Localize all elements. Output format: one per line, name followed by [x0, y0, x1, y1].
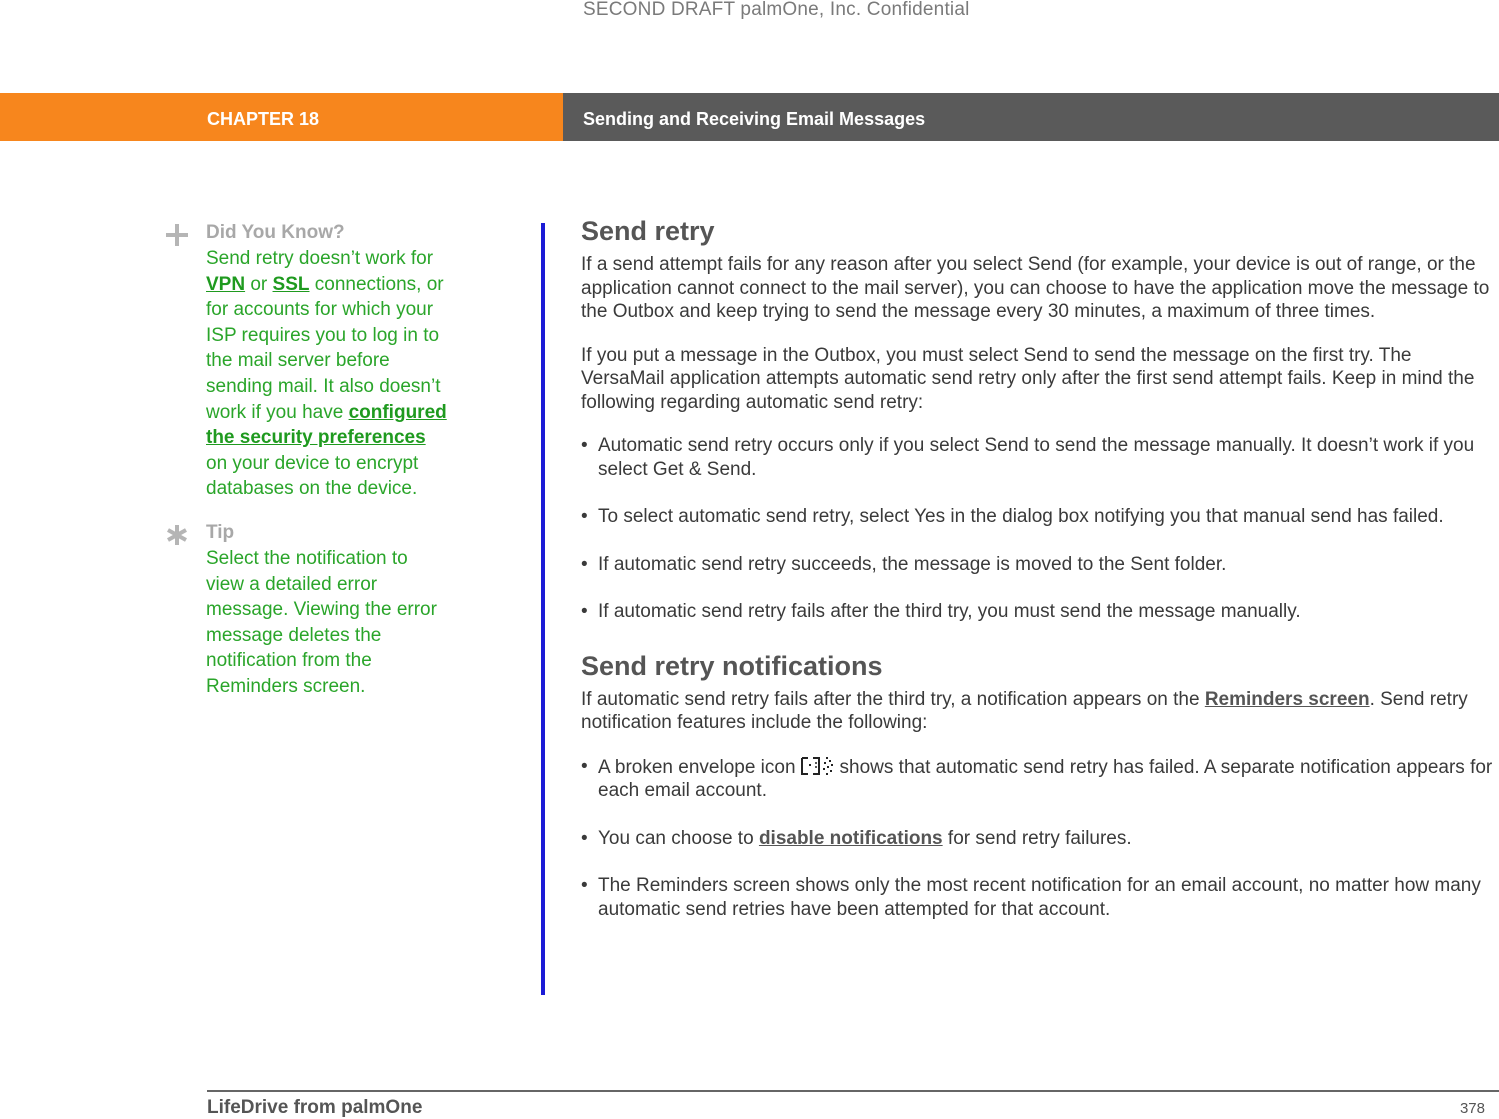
paragraph: If a send attempt fails for any reason after you select Send (for example, your device is out of range, or the application cannot connect to the mail server), you can choose to have the application move the message to the Outbox and keep trying to send the message every 30 minutes, a maximum of three times.: [581, 254, 1490, 322]
content-divider: [541, 223, 545, 995]
section-heading-notifications: Send retry notifications: [581, 650, 883, 681]
did-you-know-heading: Did You Know?: [206, 222, 345, 243]
reminders-screen-link[interactable]: Reminders screen: [1204, 688, 1370, 710]
tip-heading: Tip: [206, 521, 235, 543]
bullet-list: [581, 755, 1493, 922]
chapter-title-bar: [563, 93, 1499, 141]
footer-product-name: LifeDrive from palmOne: [207, 1097, 423, 1118]
list-item-part: A broken envelope icon: [598, 756, 796, 778]
list-item-part: You can choose to: [598, 827, 759, 849]
list-item: [581, 827, 1493, 851]
paragraph: If you put a message in the Outbox, you must select Send to send the message on the first try. The VersaMail application attempts automatic send retry only after the first send attempt fails. Keep in mind the following regarding automatic send retry:: [581, 344, 1475, 413]
list-item: • If automatic send retry fails after the third try, you must send the message manually.: [581, 600, 1493, 624]
footer-rule: [207, 1090, 1499, 1092]
list-item-part: shows that automatic send retry has failed. A separate notification appears for each email account.: [598, 756, 1493, 801]
paragraph: [581, 688, 1493, 735]
send-retry-section: [581, 213, 1493, 624]
page-number: 378: [1459, 1100, 1485, 1117]
did-you-know-text-part: connections, or for accounts for which your ISP requires you to log in to the mail server before sending mail. It also doesn’t work if you have: [206, 273, 444, 423]
vpn-link[interactable]: VPN: [206, 273, 246, 295]
chapter-header: [0, 93, 1499, 141]
paragraph-part: If automatic send retry fails after the third try, a notification appears on the: [581, 688, 1205, 710]
security-preferences-link[interactable]: configured the security preferences: [206, 401, 447, 449]
ssl-link[interactable]: SSL: [272, 273, 310, 295]
list-item-part: for send retry failures.: [942, 827, 1132, 849]
did-you-know-text-part: Send retry doesn’t work for: [206, 248, 434, 269]
did-you-know-text-part: or: [245, 273, 273, 295]
disable-notifications-link[interactable]: disable notifications: [758, 827, 943, 849]
broken-envelope-icon: [800, 755, 836, 777]
list-item: • Automatic send retry occurs only if you select Send to send the message manually. It doesn’t work if you select Get & Send.: [581, 434, 1493, 481]
send-retry-notifications-section: [581, 648, 1493, 922]
did-you-know-text-part: on your device to encrypt databases on the device.: [206, 452, 419, 500]
list-item: • The Reminders screen shows only the most recent notification for an email account, no matter how many automatic send retries have been attempted for that account.: [581, 874, 1493, 921]
main-content: [581, 213, 1493, 945]
chapter-number: CHAPTER 18: [207, 109, 320, 129]
asterisk-icon: [165, 523, 189, 547]
bullet-list: [581, 434, 1493, 624]
did-you-know-text: [206, 246, 451, 502]
list-item: [581, 755, 1493, 803]
list-item: • To select automatic send retry, select Yes in the dialog box notifying you that manual send has failed.: [581, 505, 1493, 529]
section-heading-send-retry: Send retry: [581, 216, 715, 246]
plus-icon: [165, 223, 189, 247]
tip-text: Select the notification to view a detailed error message. Viewing the error message deletes the notification from the Reminders screen.: [206, 547, 437, 697]
sidebar: [165, 220, 455, 718]
draft-watermark: SECOND DRAFT palmOne, Inc. Confidential: [583, 0, 970, 20]
list-item: • If automatic send retry succeeds, the message is moved to the Sent folder.: [581, 553, 1493, 577]
did-you-know-box: [165, 220, 455, 502]
chapter-tab: [0, 93, 563, 141]
paragraph-part: . Send retry notification features include the following:: [581, 688, 1468, 733]
tip-box: [165, 520, 455, 700]
chapter-title: Sending and Receiving Email Messages: [583, 109, 926, 129]
